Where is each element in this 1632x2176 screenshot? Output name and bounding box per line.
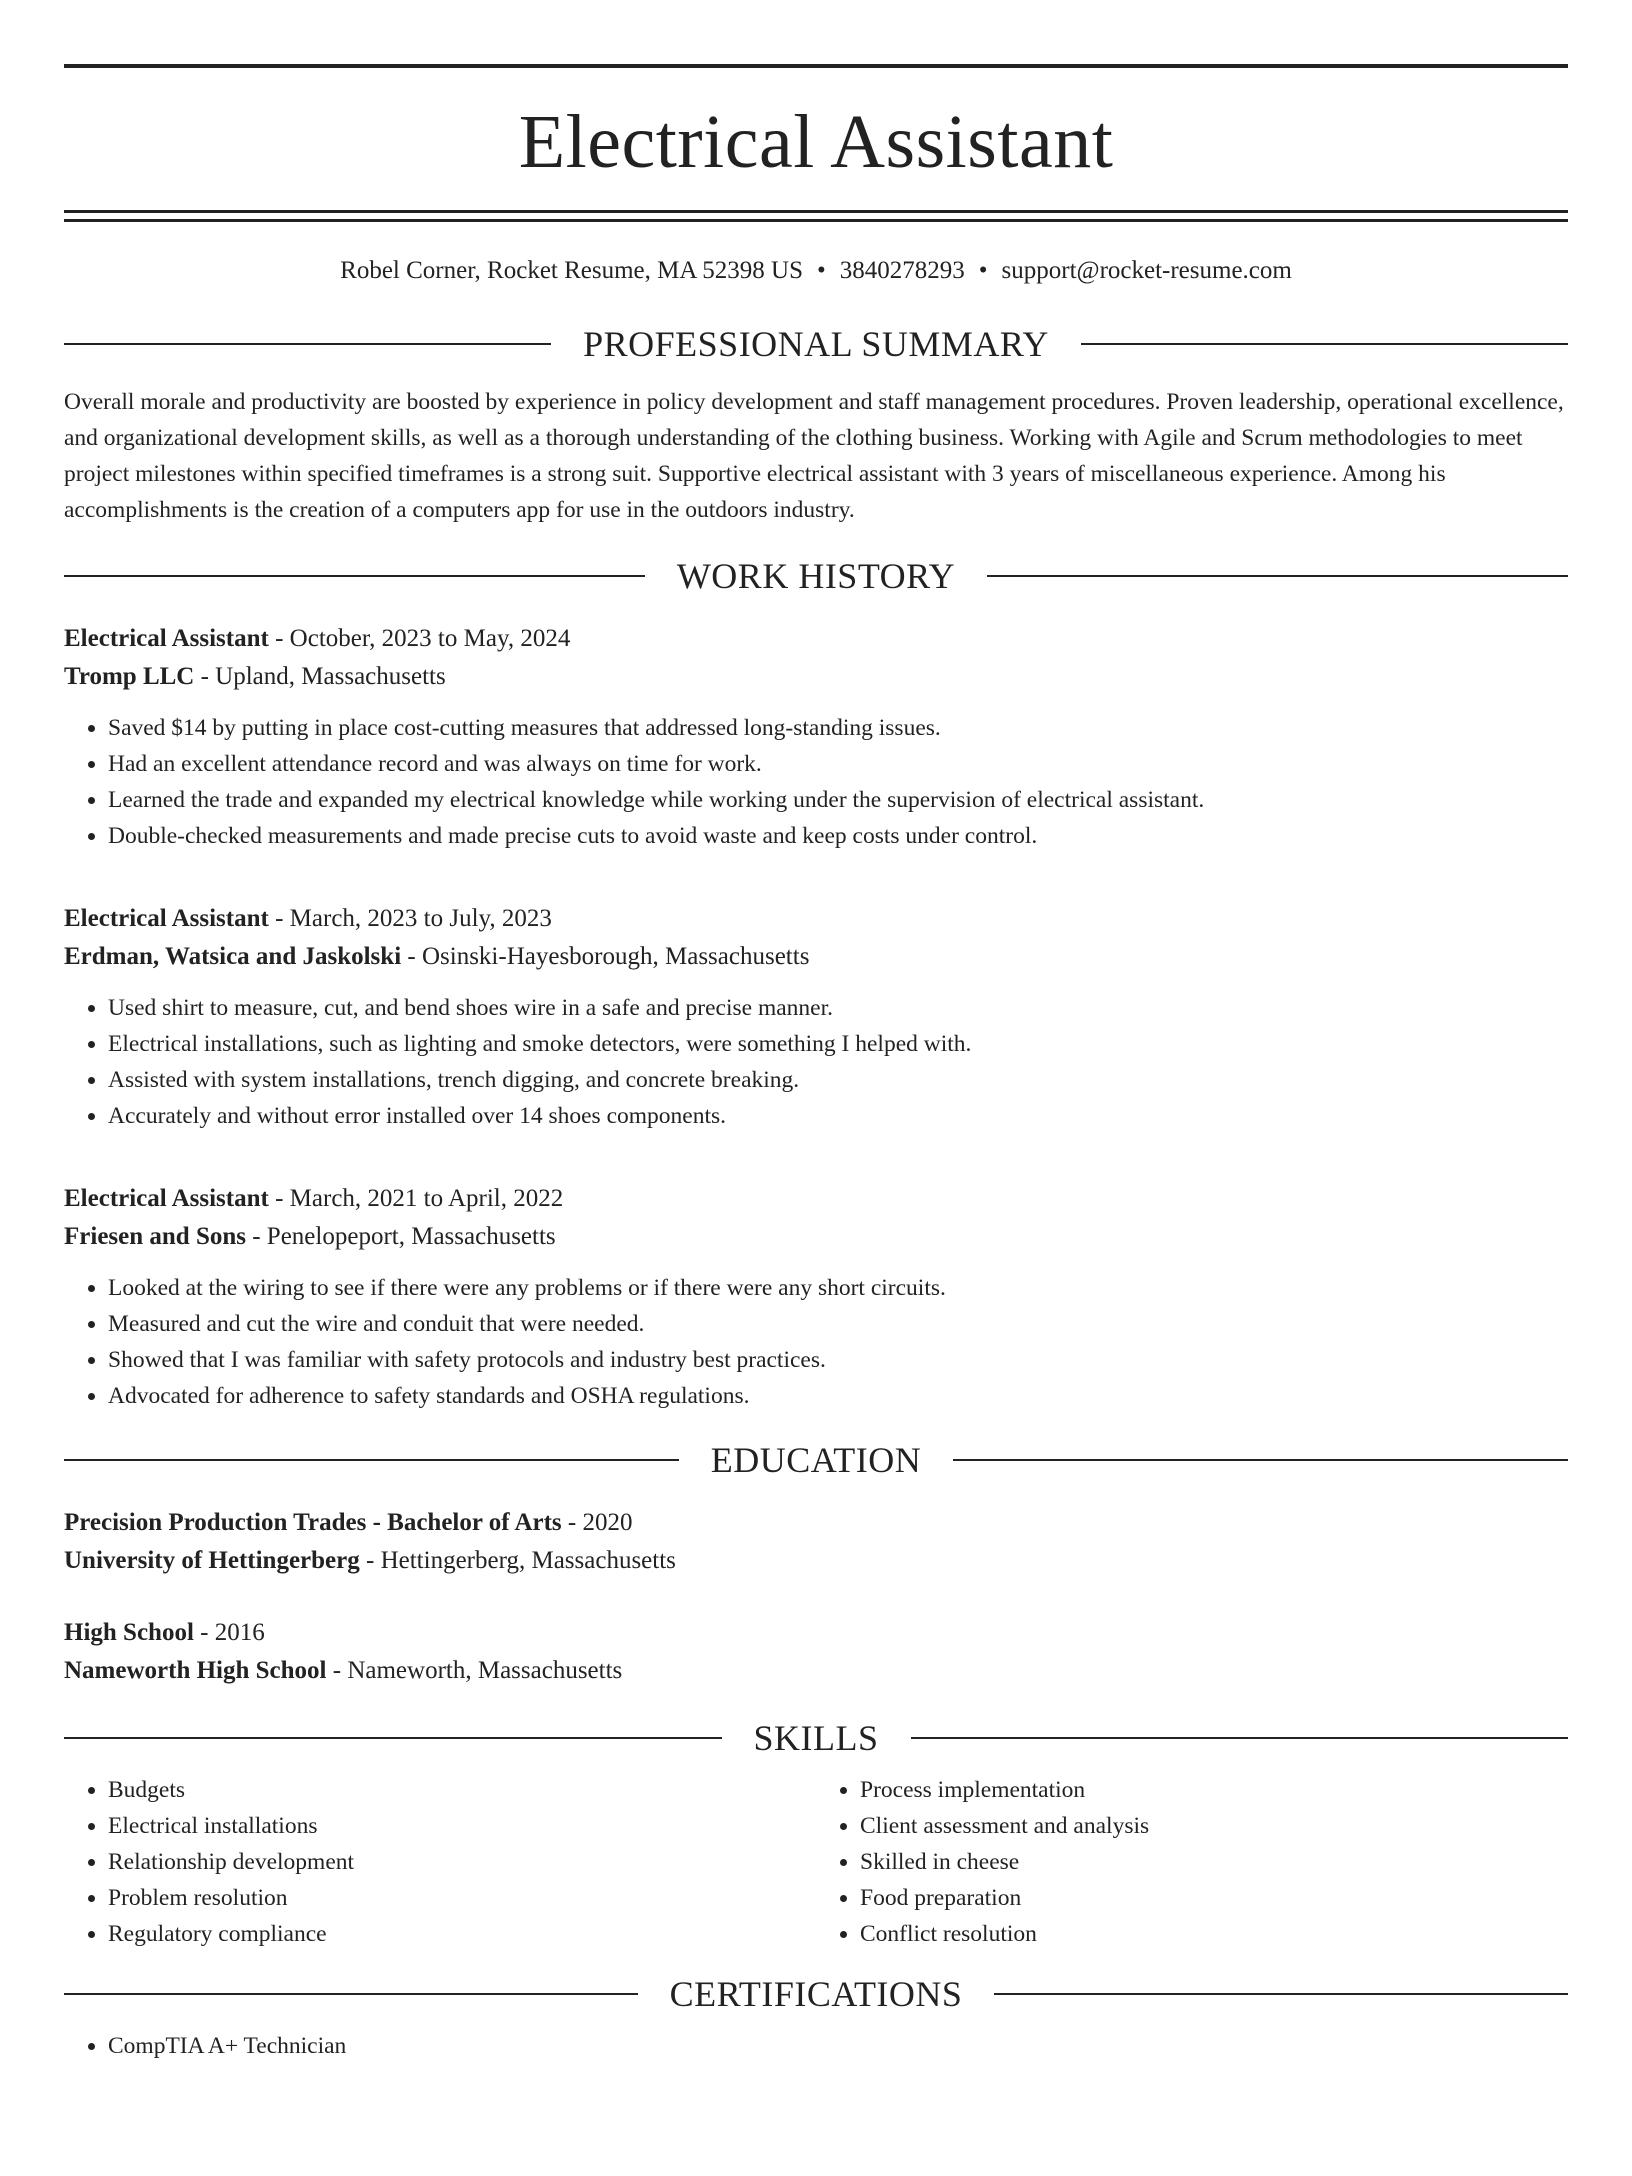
contact-separator: • [817, 257, 826, 284]
section-header-summary [64, 326, 1568, 362]
section-rule-right [953, 1459, 1568, 1461]
education-degree: High School [64, 1619, 194, 1646]
job-title: Electrical Assistant [64, 905, 269, 932]
job-company: Friesen and Sons [64, 1223, 246, 1250]
section-rule-left [64, 1459, 679, 1461]
section-header-skills [64, 1720, 1568, 1756]
section-rule-right [987, 575, 1568, 577]
skill-item: • Conflict resolution [860, 1916, 1568, 1952]
section-title-summary: PROFESSIONAL SUMMARY [583, 324, 1049, 364]
job-location: - Osinski-Hayesborough, Massachusetts [401, 943, 810, 970]
job-title-line [64, 620, 1568, 658]
job-bullet: • Showed that I was familiar with safety protocols and industry best practices. [108, 1342, 1568, 1378]
skill-item: • Process implementation [860, 1772, 1568, 1808]
job-dates: - March, 2023 to July, 2023 [268, 905, 552, 932]
education-school-line [64, 1542, 1568, 1580]
education-location: - Nameworth, Massachusetts [326, 1657, 623, 1684]
certifications-list [64, 2028, 1568, 2064]
job-company: Erdman, Watsica and Jaskolski [64, 943, 402, 970]
job-company-line [64, 938, 1568, 976]
job-bullet: • Assisted with system installations, trench digging, and concrete breaking. [108, 1062, 1568, 1098]
contact-address: Robel Corner, Rocket Resume, MA 52398 US [340, 257, 804, 284]
contact-phone: 3840278293 [839, 257, 965, 284]
education-degree-line [64, 1614, 1568, 1652]
job-title: Electrical Assistant [64, 1185, 269, 1212]
job-bullet: • Learned the trade and expanded my electrical knowledge while working under the supervision of electrical assistant. [108, 782, 1568, 818]
certification-item: • CompTIA A+ Technician [108, 2028, 1568, 2064]
skill-item: • Electrical installations [108, 1808, 816, 1844]
education-location: - Hettingerberg, Massachusetts [359, 1547, 676, 1574]
job-bullet: • Measured and cut the wire and conduit that were needed. [108, 1306, 1568, 1342]
job-entry [64, 620, 1568, 854]
education-year: - 2016 [193, 1619, 265, 1646]
job-bullet: • Advocated for adherence to safety standards and OSHA regulations. [108, 1378, 1568, 1414]
skill-item: • Budgets [108, 1772, 816, 1808]
job-title-line [64, 1180, 1568, 1218]
job-location: - Penelopeport, Massachusetts [245, 1223, 556, 1250]
job-bullet: • Electrical installations, such as lighting and smoke detectors, were something I helped with. [108, 1026, 1568, 1062]
education-entry [64, 1614, 1568, 1690]
job-entry [64, 1180, 1568, 1414]
section-rule-left [64, 1737, 722, 1739]
job-company-line [64, 658, 1568, 696]
education-degree: Precision Production Trades - Bachelor of Arts [64, 1509, 562, 1536]
section-rule-right [1081, 343, 1568, 345]
job-bullet: • Looked at the wiring to see if there were any problems or if there were any short circuits. [108, 1270, 1568, 1306]
job-bullets [64, 1270, 1568, 1414]
section-rule-left [64, 575, 645, 577]
job-title-line [64, 900, 1568, 938]
section-title-work: WORK HISTORY [676, 556, 956, 596]
resume-page [0, 64, 1632, 2176]
work-history-list [64, 620, 1568, 1414]
education-entry [64, 1504, 1568, 1580]
top-rule [64, 64, 1568, 68]
job-bullet: • Used shirt to measure, cut, and bend shoes wire in a safe and precise manner. [108, 990, 1568, 1026]
job-entry [64, 900, 1568, 1134]
skill-item: • Problem resolution [108, 1880, 816, 1916]
section-rule-left [64, 343, 551, 345]
job-bullet: • Saved $14 by putting in place cost-cutting measures that addressed long-standing issues. [108, 710, 1568, 746]
job-company-line [64, 1218, 1568, 1256]
contact-separator: • [978, 257, 988, 284]
job-bullet: • Accurately and without error installed over 14 shoes components. [108, 1098, 1568, 1134]
skill-item: • Regulatory compliance [108, 1916, 816, 1952]
section-header-certifications [64, 1976, 1568, 2012]
education-school: Nameworth High School [64, 1657, 327, 1684]
contact-email[interactable]: support@rocket-resume.com [1001, 257, 1292, 284]
skill-item: • Client assessment and analysis [860, 1808, 1568, 1844]
job-dates: - October, 2023 to May, 2024 [268, 625, 571, 652]
skill-item: • Relationship development [108, 1844, 816, 1880]
education-school: University of Hettingerberg [64, 1547, 360, 1574]
section-title-certifications: CERTIFICATIONS [669, 1974, 963, 2014]
education-degree-line [64, 1504, 1568, 1542]
skills-column-right [816, 1772, 1568, 1952]
skill-item: • Food preparation [860, 1880, 1568, 1916]
contact-line [64, 256, 1568, 286]
job-bullet: • Had an excellent attendance record and was always on time for work. [108, 746, 1568, 782]
section-header-education [64, 1442, 1568, 1478]
section-title-education: EDUCATION [710, 1440, 922, 1480]
resume-title: Electrical Assistant [518, 100, 1114, 184]
section-title-skills: SKILLS [753, 1718, 879, 1758]
section-rule-right [994, 1993, 1568, 1995]
title-double-rule [64, 210, 1568, 222]
education-year: - 2020 [561, 1509, 633, 1536]
skills-column-left [64, 1772, 816, 1952]
job-location: - Upland, Massachusetts [194, 663, 446, 690]
job-bullets [64, 710, 1568, 854]
section-rule-left [64, 1993, 638, 1995]
job-title: Electrical Assistant [64, 625, 269, 652]
skill-item: • Skilled in cheese [860, 1844, 1568, 1880]
job-company: Tromp LLC [64, 663, 195, 690]
summary-text: Overall morale and productivity are boosted by experience in policy development and staff management procedures. Proven leadership, operational excellence, and organizational development skills, as well as a thorough understanding of the clothing business. Working with Agile and Scrum methodologies to meet project milestones within specified timeframes is a strong suit. Supportive electrical assistant with 3 years of miscellaneous experience. Among his accomplishments is the creation of a computers app for use in the outdoors industry. [64, 389, 1564, 523]
section-rule-right [911, 1737, 1569, 1739]
job-dates: - March, 2021 to April, 2022 [268, 1185, 564, 1212]
skills-grid [64, 1772, 1568, 1952]
education-school-line [64, 1652, 1568, 1690]
section-header-work [64, 558, 1568, 594]
education-list [64, 1504, 1568, 1690]
job-bullet: • Double-checked measurements and made precise cuts to avoid waste and keep costs under control. [108, 818, 1568, 854]
job-bullets [64, 990, 1568, 1134]
